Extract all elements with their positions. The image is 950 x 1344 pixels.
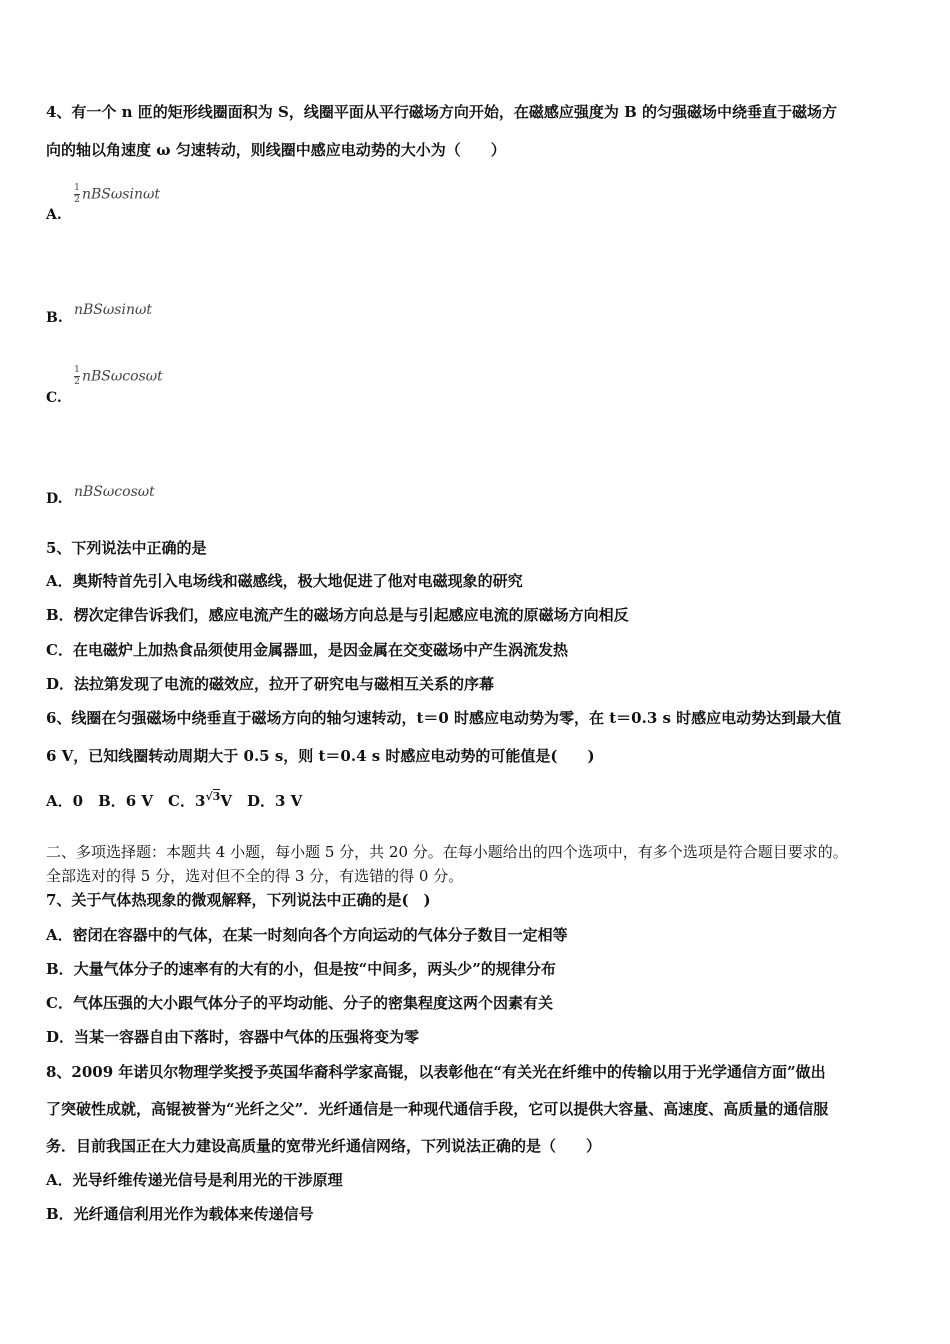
q7-option-b: B．大量气体分子的速率有的大有的小，但是按“中间多，两头少”的规律分布: [46, 960, 556, 978]
q4-stem-line2: 向的轴以角速度 ω 匀速转动，则线圈中感应电动势的大小为（ ）: [46, 141, 506, 159]
q4-option-d-formula: nBSωcosωt: [74, 484, 155, 500]
q7-option-c: C．气体压强的大小跟气体分子的平均动能、分子的密集程度这两个因素有关: [46, 994, 553, 1012]
q6-stem-line1: 6、线圈在匀强磁场中绕垂直于磁场方向的轴匀速转动，t＝0 时感应电动势为零，在 t＝0.3 s 时感应电动势达到最大值: [46, 709, 842, 727]
q4-stem-line1: 4、有一个 n 匝的矩形线圈面积为 S，线圈平面从平行磁场方向开始，在磁感应强度为 B 的匀强磁场中绕垂直于磁场方: [46, 103, 837, 121]
q6-stem-line2: 6 V，已知线圈转动周期大于 0.5 s，则 t＝0.4 s 时感应电动势的可能值是( ): [46, 747, 595, 765]
q7-option-d: D．当某一容器自由下落时，容器中气体的压强将变为零: [46, 1028, 420, 1046]
q6-options: A．0 B．6 V C．$3^{√3}V$ D．3 V: [46, 790, 303, 810]
q5-stem: 5、下列说法中正确的是: [46, 539, 207, 557]
sqrt-symbol: √: [205, 790, 213, 803]
q4-option-d-label: D.: [46, 491, 63, 507]
q4-option-c-formula: $\frac{1}{2}$ nBSωcosωt: [74, 365, 163, 387]
q7-option-a: A．密闭在容器中的气体，在某一时刻向各个方向运动的气体分子数目一定相等: [46, 926, 568, 944]
section2-header-line2: 全部选对的得 5 分，选对但不全的得 3 分，有选错的得 0 分。: [46, 867, 464, 885]
q8-option-a: A．光导纤维传递光信号是利用光的干涉原理: [46, 1171, 343, 1189]
q8-option-b: B．光纤通信利用光作为载体来传递信号: [46, 1205, 314, 1223]
q5-option-c: C．在电磁炉上加热食品须使用金属器皿，是因金属在交变磁场中产生涡流发热: [46, 641, 568, 659]
fraction-half: $\frac{1}{2}$: [74, 183, 80, 205]
q4-option-a-label: A.: [46, 207, 62, 223]
q4-option-b-formula: nBSωsinωt: [74, 302, 153, 318]
q4-option-b-label: B.: [46, 310, 63, 326]
q8-stem-line2: 了突破性成就，高锟被誉为“光纤之父”．光纤通信是一种现代通信手段，它可以提供大容量、高速度、高质量的通信服: [46, 1100, 829, 1118]
q7-stem: 7、关于气体热现象的微观解释，下列说法中正确的是( ): [46, 891, 431, 909]
section2-header-line1: 二、多项选择题：本题共 4 小题，每小题 5 分，共 20 分。在每小题给出的四个选项中，有多个选项是符合题目要求的。: [46, 843, 848, 861]
fraction-half: $\frac{1}{2}$: [74, 365, 80, 387]
q4-option-c-label: C.: [46, 390, 62, 406]
q8-stem-line3: 务．目前我国正在大力建设高质量的宽带光纤通信网络，下列说法正确的是（ ）: [46, 1137, 602, 1155]
q5-option-a: A．奥斯特首先引入电场线和磁感线，极大地促进了他对电磁现象的研究: [46, 572, 523, 590]
q5-option-d: D．法拉第发现了电流的磁效应，拉开了研究电与磁相互关系的序幕: [46, 675, 495, 693]
q8-stem-line1: 8、2009 年诺贝尔物理学奖授予英国华裔科学家高锟，以表彰他在“有关光在纤维中的传输以用于光学通信方面”做出: [46, 1063, 826, 1081]
q5-option-b: B．楞次定律告诉我们，感应电流产生的磁场方向总是与引起感应电流的原磁场方向相反: [46, 606, 629, 624]
q4-option-a-formula: $\frac{1}{2}$ nBSωsinωt: [74, 183, 161, 205]
